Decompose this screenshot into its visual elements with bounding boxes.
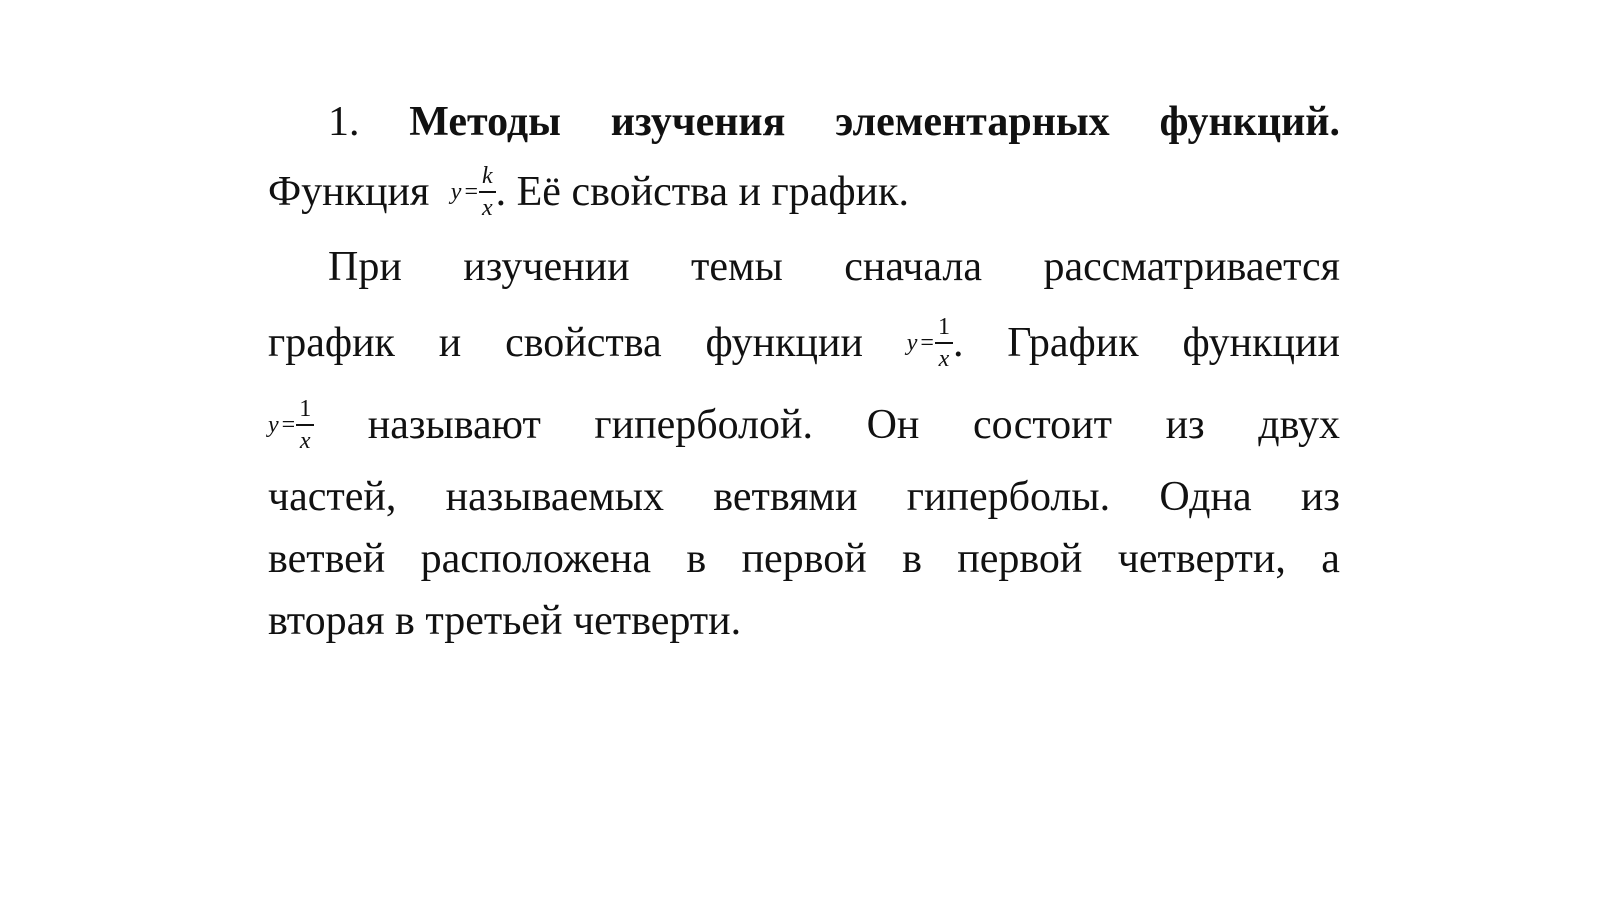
paragraph-word: в — [686, 536, 707, 582]
paragraph-word: в — [902, 536, 922, 582]
formula-eq: = — [281, 411, 296, 438]
heading-number: 1. — [328, 99, 360, 145]
paragraph-word: изучении — [463, 244, 630, 290]
fraction — [479, 164, 496, 220]
formula-eq: = — [920, 329, 934, 356]
paragraph-word: и — [438, 320, 462, 366]
paragraph-word: из — [1300, 474, 1340, 520]
formula-lhs: y — [268, 411, 279, 438]
paragraph-word: четверти, — [1117, 536, 1286, 582]
paragraph-word: гиперболой. — [594, 402, 813, 448]
fraction-denominator: x — [299, 427, 311, 454]
paragraph-word: рассматривается — [1043, 244, 1340, 290]
heading-word: элементарных — [835, 99, 1110, 145]
formula-group — [907, 315, 964, 371]
formula-y-equals-k-over-x — [451, 164, 496, 220]
paragraph-line — [268, 528, 1340, 590]
fraction-numerator: k — [481, 163, 493, 190]
formula-lhs: y — [450, 178, 462, 205]
paragraph-line — [268, 466, 1340, 528]
fraction-denominator: x — [481, 194, 493, 221]
paragraph-word: а — [1321, 536, 1340, 582]
paragraph-word: первой — [957, 536, 1083, 582]
heading-subline — [268, 152, 1340, 232]
heading-function-word: Функция — [268, 169, 430, 215]
paragraph-word: частей, — [268, 474, 397, 520]
paragraph-punct: . — [952, 320, 964, 366]
paragraph-line — [268, 384, 1340, 466]
paragraph-word: расположена — [420, 536, 651, 582]
paragraph-word: ветвями — [713, 474, 858, 520]
heading-word: изучения — [610, 99, 786, 145]
paragraph-word: Он — [866, 402, 920, 448]
paragraph-word: свойства — [505, 320, 662, 366]
paragraph-line — [268, 232, 1340, 302]
paragraph-word: гиперболы. — [906, 474, 1111, 520]
paragraph-word: сначала — [844, 244, 983, 290]
heading-line — [268, 92, 1340, 152]
paragraph-word: из — [1165, 402, 1205, 448]
paragraph-text: вторая в третьей четверти. — [268, 598, 742, 644]
slide-content — [268, 92, 1340, 652]
paragraph-word: функции — [1182, 320, 1340, 366]
formula-y-equals-1-over-x — [907, 315, 953, 371]
paragraph-word: называют — [367, 402, 541, 448]
heading-word: функций. — [1159, 99, 1340, 145]
fraction-denominator: x — [938, 345, 950, 372]
fraction-numerator: 1 — [299, 396, 312, 423]
heading-tail: . Её свойства и график. — [495, 169, 909, 215]
paragraph-word: двух — [1258, 402, 1340, 448]
heading-word: Методы — [409, 99, 561, 145]
paragraph-word: состоит — [973, 402, 1112, 448]
paragraph-last-line — [268, 590, 1340, 652]
paragraph-word: первой — [741, 536, 867, 582]
paragraph-word: Одна — [1159, 474, 1252, 520]
paragraph-word: темы — [691, 244, 783, 290]
paragraph-word: При — [328, 244, 402, 290]
paragraph-word: График — [1007, 320, 1139, 366]
fraction — [296, 397, 314, 453]
fraction — [935, 315, 953, 371]
paragraph-word: график — [268, 320, 395, 366]
paragraph-word: ветвей — [268, 536, 386, 582]
paragraph-line — [268, 302, 1340, 384]
formula-y-equals-1-over-x — [268, 397, 314, 453]
fraction-numerator: 1 — [937, 314, 950, 341]
formula-lhs: y — [906, 329, 918, 356]
formula-eq: = — [464, 178, 478, 205]
paragraph-word: функции — [705, 320, 863, 366]
paragraph-word: называемых — [445, 474, 664, 520]
